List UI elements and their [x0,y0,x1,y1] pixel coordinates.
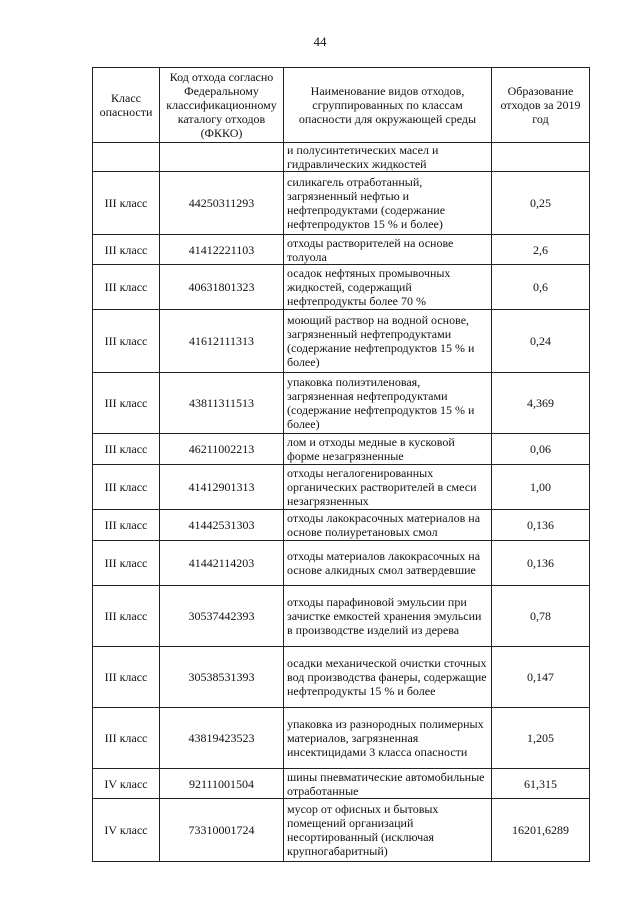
table-row [93,172,590,235]
header-name: Наименование видов отходов, сгруппированных по классам опасности для окружающей среды [284,68,492,143]
cell-name: моющий раствор на водной основе, загрязненный нефтепродуктами (содержание нефтепродуктов 15 % и более) [284,310,492,373]
cell-amount: 1,205 [492,708,590,769]
table-row-continuation [93,143,590,172]
table-row [93,373,590,434]
cell-name: осадок нефтяных промывочных жидкостей, содержащий нефтепродукты более 70 % [284,265,492,310]
cell-name: силикагель отработанный, загрязненный нефтью и нефтепродуктами (содержание нефтепродуктов 15 % и более) [284,172,492,235]
cell-amount: 0,24 [492,310,590,373]
cell-amount: 4,369 [492,373,590,434]
cell-class: III класс [93,265,160,310]
table-row [93,310,590,373]
cell-code: 30538531393 [160,647,284,708]
table-row [93,434,590,465]
cell-class: IV класс [93,799,160,862]
cell-code: 43819423523 [160,708,284,769]
cell-code: 44250311293 [160,172,284,235]
cell-name: упаковка полиэтиленовая, загрязненная нефтепродуктами (содержание нефтепродуктов 15 % и более) [284,373,492,434]
cell-class: III класс [93,310,160,373]
cell-amount: 1,00 [492,465,590,510]
cell-amount: 0,25 [492,172,590,235]
cell-amount: 61,315 [492,769,590,799]
table-row [93,586,590,647]
page-number: 44 [313,34,327,49]
header-code: Код отхода согласно Федеральному классификационному каталогу отходов (ФККО) [160,68,284,143]
cell-amount: 0,136 [492,510,590,541]
cell-code: 41612111313 [160,310,284,373]
cell-name: упаковка из разнородных полимерных материалов, загрязненная инсектицидами 3 класса опасности [284,708,492,769]
cell-code: 92111001504 [160,769,284,799]
cell-amount: 2,6 [492,235,590,265]
cell-class: III класс [93,510,160,541]
table-row [93,541,590,586]
cell-name: лом и отходы медные в кусковой форме незагрязненные [284,434,492,465]
cell-class: III класс [93,586,160,647]
cell-code: 41412901313 [160,465,284,510]
cell-name: отходы парафиновой эмульсии при зачистке емкостей хранения эмульсии в производстве изделий из дерева [284,586,492,647]
table-row [93,465,590,510]
table-row [93,799,590,862]
cell-amount: 0,06 [492,434,590,465]
cell-name: отходы растворителей на основе толуола [284,235,492,265]
cell-name: отходы лакокрасочных материалов на основе полиуретановых смол [284,510,492,541]
table-row [93,235,590,265]
cell-code [160,143,284,172]
cell-code: 41412221103 [160,235,284,265]
cell-code: 73310001724 [160,799,284,862]
cell-amount: 0,78 [492,586,590,647]
cell-class: III класс [93,541,160,586]
waste-table [92,67,590,862]
cell-class: III класс [93,465,160,510]
cell-name: отходы материалов лакокрасочных на основе алкидных смол затвердевшие [284,541,492,586]
table-row [93,265,590,310]
cell-name: осадки механической очистки сточных вод производства фанеры, содержащие нефтепродукты 15 % и более [284,647,492,708]
cell-class: III класс [93,172,160,235]
cell-name: мусор от офисных и бытовых помещений организаций несортированный (исключая крупногабаритный) [284,799,492,862]
cell-name: и полусинтетических масел и гидравлических жидкостей [284,143,492,172]
cell-class [93,143,160,172]
cell-code: 40631801323 [160,265,284,310]
table-row [93,647,590,708]
cell-class: IV класс [93,769,160,799]
cell-code: 41442114203 [160,541,284,586]
header-class: Класс опасности [93,68,160,143]
cell-class: III класс [93,434,160,465]
cell-class: III класс [93,647,160,708]
table-row [93,708,590,769]
cell-amount [492,143,590,172]
cell-class: III класс [93,708,160,769]
header-amount: Образование отходов за 2019 год [492,68,590,143]
table-header-row [93,68,590,143]
cell-code: 41442531303 [160,510,284,541]
cell-name: отходы негалогенированных органических растворителей в смеси незагрязненных [284,465,492,510]
cell-name: шины пневматические автомобильные отработанные [284,769,492,799]
cell-code: 46211002213 [160,434,284,465]
cell-amount: 0,147 [492,647,590,708]
cell-class: III класс [93,373,160,434]
cell-class: III класс [93,235,160,265]
cell-code: 30537442393 [160,586,284,647]
cell-code: 43811311513 [160,373,284,434]
table-row [93,510,590,541]
table-row [93,769,590,799]
cell-amount: 0,136 [492,541,590,586]
cell-amount: 0,6 [492,265,590,310]
cell-amount: 16201,6289 [492,799,590,862]
